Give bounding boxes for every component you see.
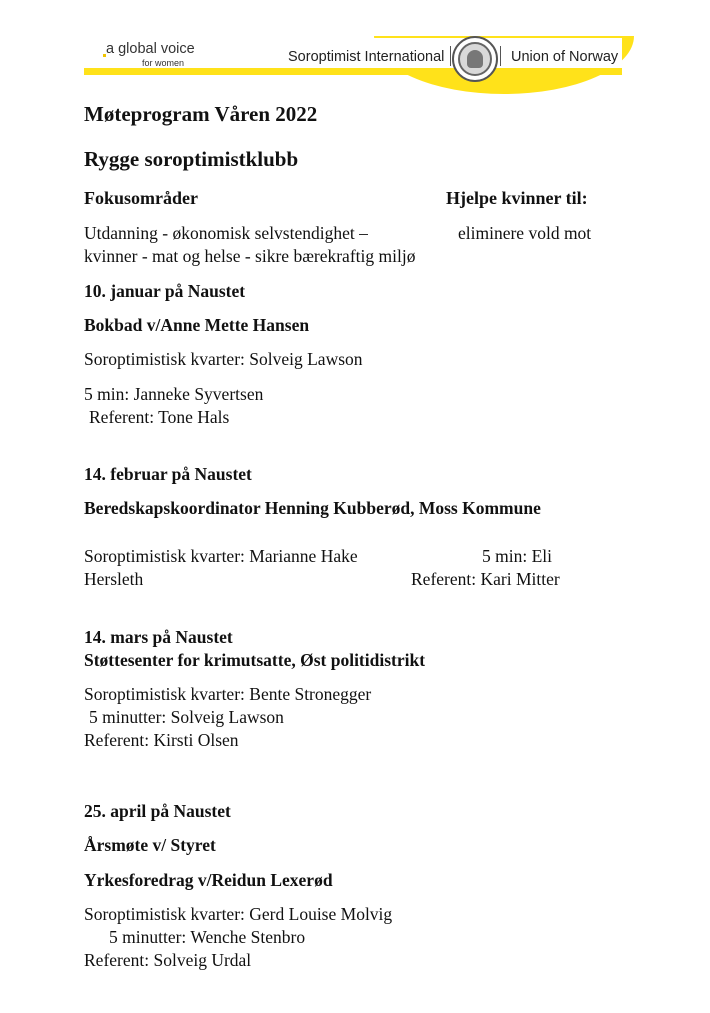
meeting-kvarter: Soroptimistisk kvarter: Marianne Hake	[84, 546, 358, 566]
meeting-five-min: 5 min: Janneke Syvertsen	[84, 384, 264, 404]
divider	[500, 46, 501, 66]
focus-text-line2: kvinner - mat og helse - sikre bærekraftig miljø	[84, 246, 416, 266]
meeting-referent: Referent: Kirsti Olsen	[84, 730, 239, 750]
org-name-right: Union of Norway	[511, 49, 619, 65]
meeting-referent: Referent: Kari Mitter	[411, 569, 560, 589]
meeting-topic: Støttesenter for krimutsatte, Øst politidistrikt	[84, 650, 426, 670]
meeting-topic: Bokbad v/Anne Mette Hansen	[84, 315, 310, 335]
page-title: Møteprogram Våren 2022	[84, 102, 318, 126]
meeting-referent: Referent: Tone Hals	[89, 407, 230, 427]
meeting-date: 25. april på Naustet	[84, 801, 231, 821]
meeting-date: 14. februar på Naustet	[84, 464, 252, 484]
meeting-referent: Referent: Solveig Urdal	[84, 950, 252, 970]
meeting-five-min: 5 minutter: Solveig Lawson	[89, 707, 284, 727]
meeting-five-min: 5 minutter: Wenche Stenbro	[109, 927, 306, 947]
help-heading: Hjelpe kvinner til:	[446, 188, 588, 208]
meeting-kvarter: Soroptimistisk kvarter: Solveig Lawson	[84, 349, 363, 369]
meeting-kvarter: Soroptimistisk kvarter: Bente Stronegger	[84, 684, 372, 704]
meeting-five-min: 5 min: Eli	[482, 546, 552, 566]
meeting-date: 10. januar på Naustet	[84, 281, 246, 301]
focus-heading: Fokusområder	[84, 188, 198, 208]
meeting-five-min-name: Hersleth	[84, 569, 144, 589]
org-name-left: Soroptimist International	[288, 49, 445, 65]
meeting-date: 14. mars på Naustet	[84, 627, 233, 647]
meeting-topic-2: Yrkesforedrag v/Reidun Lexerød	[84, 870, 333, 890]
meeting-kvarter: Soroptimistisk kvarter: Gerd Louise Molvig	[84, 904, 393, 924]
slogan-line2: for women	[142, 58, 185, 68]
slogan-dot	[103, 54, 106, 57]
emblem-figure	[467, 50, 483, 68]
soroptimist-emblem-icon	[452, 36, 498, 82]
focus-text-line1: Utdanning - økonomisk selvstendighet –	[84, 223, 368, 243]
meeting-topic: Beredskapskoordinator Henning Kubberød, Moss Kommune	[84, 498, 541, 518]
focus-text-line1-right: eliminere vold mot	[458, 223, 592, 243]
meeting-topic: Årsmøte v/ Styret	[84, 835, 216, 855]
slogan-line1: a global voice	[106, 41, 195, 57]
divider	[450, 46, 451, 66]
club-name: Rygge soroptimistklubb	[84, 147, 299, 171]
